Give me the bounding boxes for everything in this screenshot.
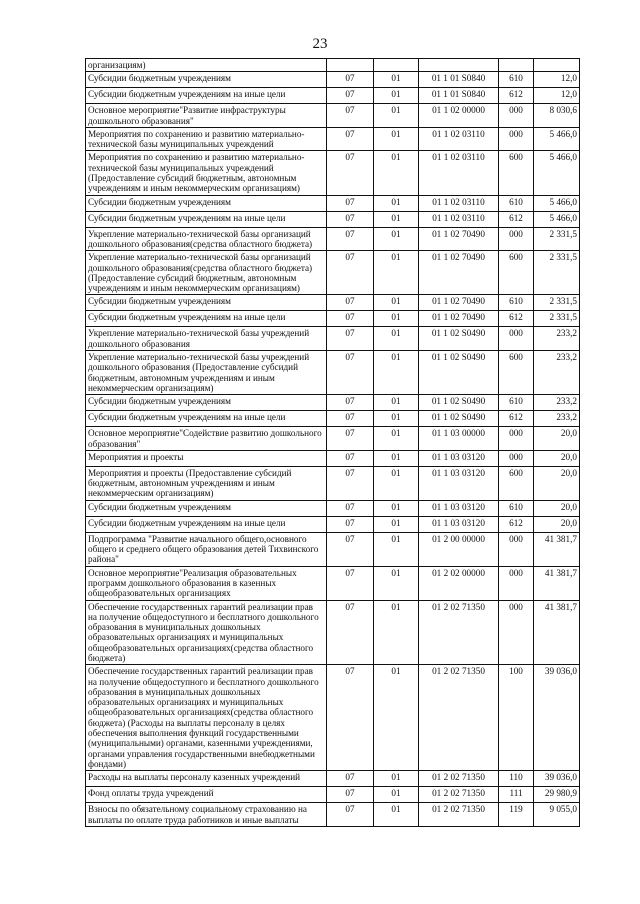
budget-table-body [86,59,580,827]
table-row [86,516,580,532]
expense-type-code-cell [499,59,534,72]
target-item-code-cell [419,59,499,72]
amount-cell: 20,0 [534,466,580,500]
expense-type-code-cell: 612 [499,211,534,227]
expense-type-code-cell: 000 [499,327,534,351]
table-row [86,665,580,771]
expense-name-cell: Укрепление материально-технической базы организаций дошкольного образования(средства областного бюджета) [86,227,327,251]
amount-cell: 233,2 [534,395,580,411]
expense-name-cell: Расходы на выплаты персоналу казенных учреждений [86,771,327,787]
expense-name-cell: Субсидии бюджетным учреждениям [86,395,327,411]
expense-type-code-cell: 000 [499,427,534,451]
expense-name-cell: Мероприятия и проекты (Предоставление субсидий бюджетным, автономным учреждениям и иным некоммерческим организациям) [86,466,327,500]
subsection-code-cell: 01 [374,211,419,227]
amount-cell: 20,0 [534,516,580,532]
target-item-code-cell: 01 1 02 00000 [419,104,499,128]
target-item-code-cell: 01 2 00 00000 [419,532,499,566]
table-row [86,351,580,395]
amount-cell: 5 466,0 [534,211,580,227]
target-item-code-cell: 01 1 02 03110 [419,195,499,211]
subsection-code-cell: 01 [374,665,419,771]
expense-name-cell: Укрепление материально-технической базы учреждений дошкольного образования [86,327,327,351]
target-item-code-cell: 01 1 02 S0490 [419,411,499,427]
table-row [86,500,580,516]
section-code-cell: 07 [327,532,374,566]
amount-cell: 2 331,5 [534,251,580,295]
expense-name-cell: Субсидии бюджетным учреждениям на иные цели [86,311,327,327]
expense-type-code-cell: 111 [499,787,534,803]
expense-name-cell: Субсидии бюджетным учреждениям на иные цели [86,88,327,104]
target-item-code-cell: 01 2 02 00000 [419,566,499,600]
target-item-code-cell: 01 1 02 S0490 [419,395,499,411]
section-code-cell: 07 [327,227,374,251]
section-code-cell: 07 [327,665,374,771]
subsection-code-cell: 01 [374,532,419,566]
amount-cell: 2 331,5 [534,295,580,311]
amount-cell: 12,0 [534,88,580,104]
section-code-cell: 07 [327,88,374,104]
target-item-code-cell: 01 2 02 71350 [419,787,499,803]
subsection-code-cell: 01 [374,395,419,411]
section-code-cell: 07 [327,72,374,88]
section-code-cell: 07 [327,566,374,600]
subsection-code-cell: 01 [374,227,419,251]
target-item-code-cell: 01 1 03 03120 [419,500,499,516]
expense-type-code-cell: 610 [499,195,534,211]
table-row [86,600,580,665]
expense-type-code-cell: 612 [499,516,534,532]
expense-type-code-cell: 000 [499,450,534,466]
target-item-code-cell: 01 1 02 70490 [419,251,499,295]
expense-type-code-cell: 000 [499,227,534,251]
table-row [86,771,580,787]
amount-cell: 233,2 [534,351,580,395]
table-row [86,211,580,227]
section-code-cell: 07 [327,516,374,532]
subsection-code-cell: 01 [374,411,419,427]
table-row [86,195,580,211]
target-item-code-cell: 01 1 03 00000 [419,427,499,451]
expense-type-code-cell: 612 [499,411,534,427]
amount-cell: 5 466,0 [534,127,580,151]
target-item-code-cell: 01 1 02 S0490 [419,351,499,395]
subsection-code-cell: 01 [374,787,419,803]
table-row [86,411,580,427]
expense-type-code-cell: 000 [499,600,534,665]
target-item-code-cell: 01 1 02 70490 [419,311,499,327]
subsection-code-cell: 01 [374,104,419,128]
expense-type-code-cell: 600 [499,251,534,295]
section-code-cell: 07 [327,127,374,151]
table-row [86,72,580,88]
table-row [86,803,580,827]
section-code-cell: 07 [327,787,374,803]
subsection-code-cell: 01 [374,427,419,451]
expense-name-cell: Мероприятия по сохранению и развитию материально-технической базы муниципальных учреждений (Предоставление субсидий бюджетным, автономным учреждениям и иным некоммерческим организациям) [86,151,327,195]
subsection-code-cell: 01 [374,72,419,88]
subsection-code-cell: 01 [374,500,419,516]
section-code-cell: 07 [327,211,374,227]
amount-cell: 20,0 [534,500,580,516]
expense-type-code-cell: 610 [499,72,534,88]
table-row [86,395,580,411]
subsection-code-cell: 01 [374,88,419,104]
target-item-code-cell: 01 1 02 70490 [419,227,499,251]
subsection-code-cell: 01 [374,466,419,500]
expense-name-cell: Субсидии бюджетным учреждениям на иные цели [86,516,327,532]
section-code-cell: 07 [327,351,374,395]
page-number: 23 [312,36,328,52]
expense-type-code-cell: 000 [499,532,534,566]
expense-name-cell: Субсидии бюджетным учреждениям [86,295,327,311]
amount-cell: 41 381,7 [534,600,580,665]
table-row [86,311,580,327]
subsection-code-cell: 01 [374,195,419,211]
table-row [86,450,580,466]
target-item-code-cell: 01 1 02 70490 [419,295,499,311]
subsection-code-cell: 01 [374,771,419,787]
table-row [86,151,580,195]
subsection-code-cell: 01 [374,251,419,295]
section-code-cell: 07 [327,395,374,411]
expense-name-cell: Основное мероприятие"Содействие развитию дошкольного образования" [86,427,327,451]
table-row [86,787,580,803]
amount-cell: 233,2 [534,327,580,351]
subsection-code-cell [374,59,419,72]
section-code-cell: 07 [327,500,374,516]
table-row [86,127,580,151]
subsection-code-cell: 01 [374,351,419,395]
section-code-cell: 07 [327,466,374,500]
section-code-cell: 07 [327,411,374,427]
expense-type-code-cell: 000 [499,104,534,128]
expense-name-cell: организациям) [86,59,327,72]
expense-type-code-cell: 600 [499,466,534,500]
section-code-cell: 07 [327,251,374,295]
subsection-code-cell: 01 [374,295,419,311]
expense-type-code-cell: 600 [499,151,534,195]
expense-type-code-cell: 612 [499,311,534,327]
subsection-code-cell: 01 [374,151,419,195]
expense-name-cell: Обеспечение государственных гарантий реализации прав на получение общедоступного и бесплатного дошкольного образования в муниципальных дошкольных образовательных организациях и муниципальных общеобразовательных организациях(средства областного бюджета) [86,600,327,665]
amount-cell: 20,0 [534,427,580,451]
table-row [86,227,580,251]
expense-type-code-cell: 119 [499,803,534,827]
amount-cell: 233,2 [534,411,580,427]
amount-cell: 39 036,0 [534,665,580,771]
target-item-code-cell: 01 2 02 71350 [419,600,499,665]
subsection-code-cell: 01 [374,600,419,665]
expense-type-code-cell: 000 [499,566,534,600]
target-item-code-cell: 01 2 02 71350 [419,771,499,787]
expense-name-cell: Укрепление материально-технической базы учреждений дошкольного образования (Предоставление субсидий бюджетным, автономным учреждениям и иным некоммерческим организациям) [86,351,327,395]
expense-type-code-cell: 110 [499,771,534,787]
expense-name-cell: Субсидии бюджетным учреждениям на иные цели [86,411,327,427]
section-code-cell: 07 [327,427,374,451]
expense-name-cell: Взносы по обязательному социальному страхованию на выплаты по оплате труда работников и иные выплаты [86,803,327,827]
amount-cell: 39 036,0 [534,771,580,787]
expense-name-cell: Мероприятия и проекты [86,450,327,466]
expense-type-code-cell: 610 [499,395,534,411]
section-code-cell: 07 [327,104,374,128]
expense-name-cell: Подпрограмма "Развитие начального общего,основного общего и среднего общего образования детей Тихвинского района" [86,532,327,566]
subsection-code-cell: 01 [374,516,419,532]
table-row [86,59,580,72]
expense-name-cell: Субсидии бюджетным учреждениям [86,72,327,88]
table-row [86,295,580,311]
section-code-cell: 07 [327,151,374,195]
subsection-code-cell: 01 [374,311,419,327]
expense-name-cell: Обеспечение государственных гарантий реализации прав на получение общедоступного и бесплатного дошкольного образования в муниципальных дошкольных образовательных организациях и муниципальных общеобразовательных организациях(средства областного бюджета) (Расходы на выплаты персоналу в целях обеспечения выполнения функций государственными (муниципальными) органами, казенными учреждениями, органами управления государственными внебюджетными фондами) [86,665,327,771]
section-code-cell: 07 [327,803,374,827]
section-code-cell: 07 [327,327,374,351]
expense-type-code-cell: 610 [499,295,534,311]
expense-name-cell: Укрепление материально-технической базы организаций дошкольного образования(средства областного бюджета) (Предоставление субсидий бюджетным, автономным учреждениям и иным некоммерческим организациям) [86,251,327,295]
expense-name-cell: Субсидии бюджетным учреждениям на иные цели [86,211,327,227]
target-item-code-cell: 01 1 02 03110 [419,127,499,151]
target-item-code-cell: 01 1 01 S0840 [419,88,499,104]
amount-cell: 29 980,9 [534,787,580,803]
expense-type-code-cell: 100 [499,665,534,771]
subsection-code-cell: 01 [374,803,419,827]
amount-cell: 5 466,0 [534,151,580,195]
expense-name-cell: Основное мероприятие"Развитие инфраструктуры дошкольного образования" [86,104,327,128]
amount-cell: 9 055,0 [534,803,580,827]
table-row [86,104,580,128]
table-row [86,466,580,500]
expense-type-code-cell: 610 [499,500,534,516]
section-code-cell [327,59,374,72]
amount-cell [534,59,580,72]
table-row [86,251,580,295]
target-item-code-cell: 01 1 03 03120 [419,516,499,532]
target-item-code-cell: 01 1 02 03110 [419,151,499,195]
table-row [86,427,580,451]
section-code-cell: 07 [327,450,374,466]
amount-cell: 2 331,5 [534,311,580,327]
target-item-code-cell: 01 1 03 03120 [419,450,499,466]
target-item-code-cell: 01 2 02 71350 [419,803,499,827]
table-row [86,327,580,351]
expense-name-cell: Субсидии бюджетным учреждениям [86,500,327,516]
target-item-code-cell: 01 1 03 03120 [419,466,499,500]
expense-type-code-cell: 000 [499,127,534,151]
section-code-cell: 07 [327,771,374,787]
subsection-code-cell: 01 [374,127,419,151]
budget-table [85,58,580,827]
section-code-cell: 07 [327,311,374,327]
amount-cell: 2 331,5 [534,227,580,251]
section-code-cell: 07 [327,600,374,665]
amount-cell: 20,0 [534,450,580,466]
amount-cell: 12,0 [534,72,580,88]
expense-type-code-cell: 600 [499,351,534,395]
expense-name-cell: Мероприятия по сохранению и развитию материально-технической базы муниципальных учреждений [86,127,327,151]
expense-type-code-cell: 612 [499,88,534,104]
expense-name-cell: Субсидии бюджетным учреждениям [86,195,327,211]
section-code-cell: 07 [327,295,374,311]
subsection-code-cell: 01 [374,566,419,600]
table-row [86,88,580,104]
target-item-code-cell: 01 1 02 03110 [419,211,499,227]
amount-cell: 41 381,7 [534,532,580,566]
table-row [86,532,580,566]
amount-cell: 41 381,7 [534,566,580,600]
amount-cell: 5 466,0 [534,195,580,211]
section-code-cell: 07 [327,195,374,211]
expense-name-cell: Основное мероприятие"Реализация образовательных программ дошкольного образования в казенных общеобразовательных организациях [86,566,327,600]
subsection-code-cell: 01 [374,327,419,351]
target-item-code-cell: 01 1 01 S0840 [419,72,499,88]
table-row [86,566,580,600]
subsection-code-cell: 01 [374,450,419,466]
expense-name-cell: Фонд оплаты труда учреждений [86,787,327,803]
target-item-code-cell: 01 2 02 71350 [419,665,499,771]
target-item-code-cell: 01 1 02 S0490 [419,327,499,351]
amount-cell: 8 030,6 [534,104,580,128]
